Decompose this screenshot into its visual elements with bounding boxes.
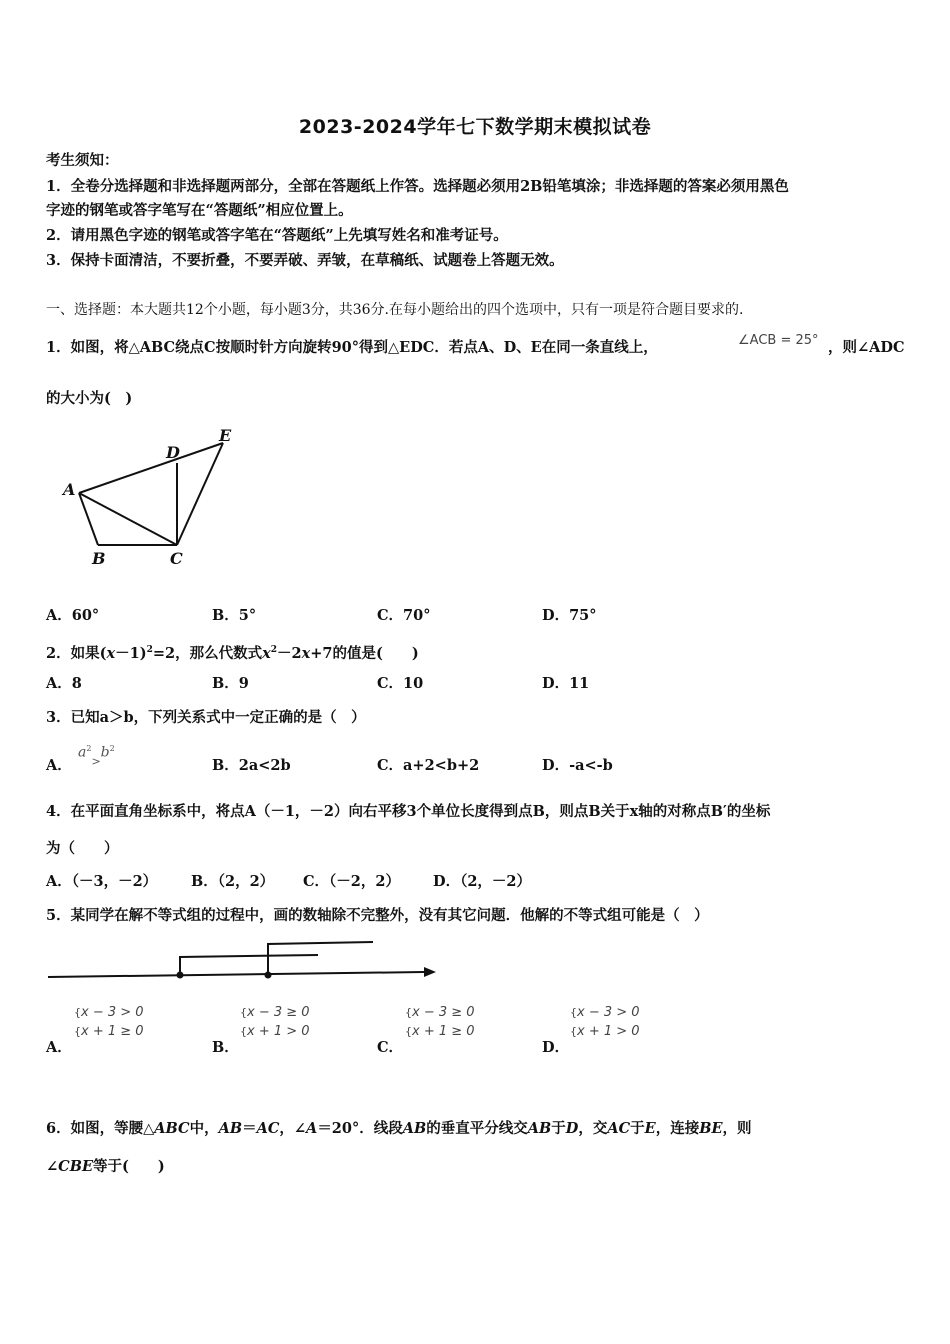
q3-option-c: C．a+2<b+2 — [377, 757, 480, 774]
q5-option-c-label: C． — [377, 1039, 404, 1056]
q3-text: 3．已知a＞b，下列关系式中一定正确的是（ ） — [46, 709, 366, 726]
q1-option-a: A．60° — [46, 607, 100, 624]
axis-line — [48, 972, 424, 977]
point-left — [177, 972, 184, 979]
q4-option-d: D．（2，－2） — [433, 873, 532, 890]
ray-left — [180, 955, 318, 975]
seg-AC — [79, 493, 177, 545]
axis-arrow — [424, 967, 436, 977]
notice-line-1a: 1．全卷分选择题和非选择题两部分，全部在答题纸上作答。选择题必须用2B铅笔填涂；非选择题的答案必须用黑色 — [46, 178, 789, 195]
notice-line-1b: 字迹的钢笔或答字笔写在“答题纸”相应位置上。 — [46, 202, 353, 219]
q1-option-b: B．5° — [212, 607, 257, 624]
q1-option-d: D．75° — [542, 607, 597, 624]
notice-heading: 考生须知： — [46, 152, 119, 169]
q5-option-c-system: {x − 3 ≥ 0 {x + 1 ≥ 0 — [405, 1005, 475, 1039]
q5-option-a-system: {x − 3 > 0 {x + 1 ≥ 0 — [74, 1005, 144, 1039]
label-A: A — [63, 480, 76, 499]
notice-line-2: 2．请用黑色字迹的钢笔或答字笔在“答题纸”上先填写姓名和准考证号。 — [46, 227, 508, 244]
q6-text-line1: 6．如图，等腰△ABC中，AB＝AC，∠A＝20°．线段AB的垂直平分线交AB于D，交AC于E，连接BE，则 — [46, 1120, 752, 1137]
q6-text-line2: ∠CBE等于( ) — [46, 1158, 165, 1175]
q2-text: 2．如果$(x-1)^2=2$，那么代数式$x^2-2x+7$的值是( ) — [46, 644, 419, 662]
q4-option-a: A．（－3，－2） — [46, 873, 158, 890]
q1-text-c: 的大小为( ) — [46, 390, 133, 407]
point-right — [265, 972, 272, 979]
q3-option-b: B．2a<2b — [212, 757, 291, 774]
q3-option-a-label: A． — [46, 757, 72, 774]
page-title: 2023-2024学年七下数学期末模拟试卷 — [298, 116, 652, 138]
seg-AE — [79, 443, 223, 493]
q2-option-a: A．8 — [46, 675, 82, 692]
q5-number-line — [46, 940, 446, 990]
seg-EC — [177, 443, 223, 545]
q1-formula: ∠ACB = 25° — [738, 333, 819, 348]
q4-text-a: 4．在平面直角坐标系中，将点A（－1，－2）向右平移3个单位长度得到点B，则点B关于x轴的对称点B′的坐标 — [46, 803, 771, 820]
notice-line-3: 3．保持卡面清洁，不要折叠，不要弄破、弄皱，在草稿纸、试题卷上答题无效。 — [46, 252, 564, 269]
q1-text-b: ，则∠ADC — [828, 339, 905, 356]
q5-text: 5．某同学在解不等式组的过程中，画的数轴除不完整外，没有其它问题．他解的不等式组可能是（ ） — [46, 907, 709, 924]
q2-option-d: D．11 — [542, 675, 590, 692]
q5-option-d-label: D． — [542, 1039, 570, 1056]
q4-option-b: B．（2，2） — [191, 873, 275, 890]
q1-option-c: C．70° — [377, 607, 431, 624]
q4-option-c: C．（－2，2） — [303, 873, 400, 890]
q5-option-a-label: A． — [46, 1039, 72, 1056]
q2-option-c: C．10 — [377, 675, 424, 692]
q4-text-b: 为（ ） — [46, 840, 119, 857]
q5-option-b-label: B． — [212, 1039, 239, 1056]
section-heading: 一、选择题：本大题共12个小题，每小题3分，共36分.在每小题给出的四个选项中，只有一项是符合题目要求的. — [46, 302, 744, 318]
q3-option-d: D．-a<-b — [542, 757, 613, 774]
ray-right — [268, 942, 373, 975]
q5-option-b-system: {x − 3 ≥ 0 {x + 1 > 0 — [240, 1005, 310, 1039]
label-E: E — [219, 426, 232, 445]
q5-option-d-system: {x − 3 > 0 {x + 1 > 0 — [570, 1005, 640, 1039]
label-C: C — [170, 549, 183, 568]
q2-option-b: B．9 — [212, 675, 249, 692]
label-B: B — [92, 549, 106, 568]
q1-triangle-figure — [60, 425, 260, 575]
q1-text-a: 1．如图，将△ABC绕点C按顺时针方向旋转90°得到△EDC．若点A、D、E在同一条直线上， — [46, 339, 658, 356]
label-D: D — [166, 443, 180, 462]
q3-option-a-formula: $a^2_>b^2$ — [78, 744, 115, 768]
